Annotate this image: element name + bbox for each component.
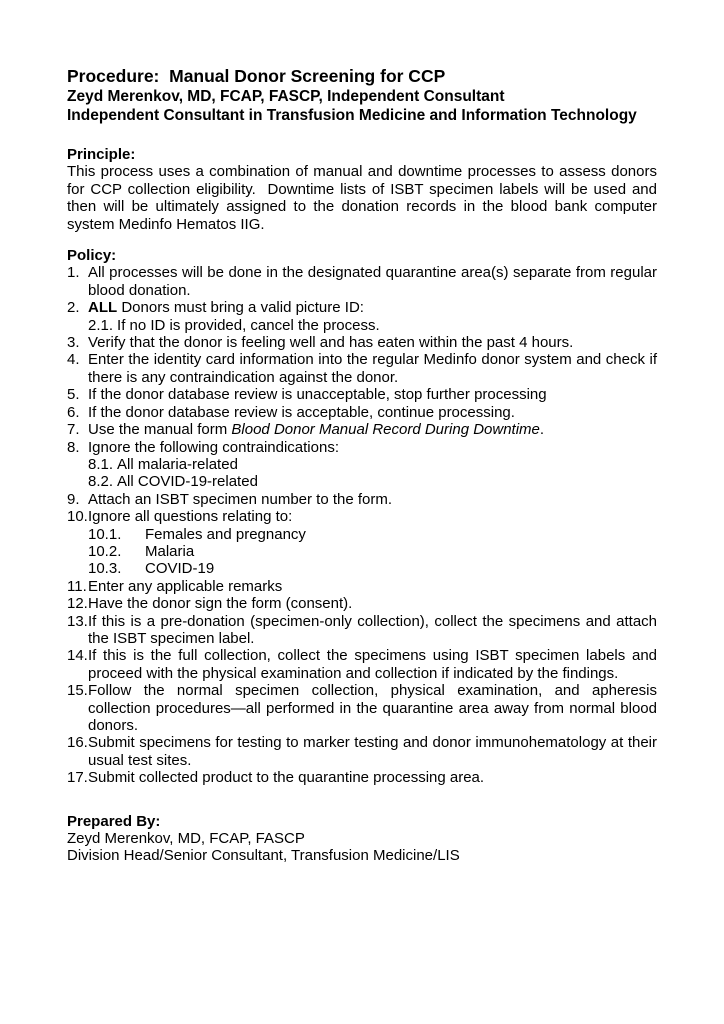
policy-item	[67, 491, 657, 508]
policy-item	[67, 682, 657, 734]
policy-item	[67, 439, 657, 456]
item-text: Ignore all questions relating to:	[88, 508, 293, 526]
policy-item	[67, 404, 657, 421]
item-text: Enter the identity card information into the regular Medinfo donor system and check if there is any contraindication against the donor.	[88, 351, 657, 386]
policy-subitem	[67, 317, 657, 334]
item-number: 15.	[67, 682, 88, 700]
item-text: Submit specimens for testing to marker testing and donor immunohematology at their usual test sites.	[88, 734, 657, 769]
item-text-rest: Donors must bring a valid picture ID:	[117, 299, 364, 317]
policy-item	[67, 421, 657, 438]
subitem-number: 8.1.	[88, 455, 114, 473]
policy-subitem	[67, 543, 657, 560]
item-number: 7.	[67, 421, 80, 439]
policy-item	[67, 647, 657, 682]
item-number: 12.	[67, 595, 88, 613]
item-text: Ignore the following contraindications:	[88, 438, 339, 456]
item-number: 3.	[67, 334, 80, 352]
item-number: 13.	[67, 612, 88, 630]
item-number: 2.	[67, 299, 80, 317]
item-number: 16.	[67, 734, 88, 752]
item-text	[88, 421, 657, 438]
policy-item	[67, 734, 657, 769]
item-text: Follow the normal specimen collection, physical examination, and apheresis collection procedures—all performed in the quarantine area away from normal blood donors.	[88, 682, 657, 734]
item-text: Attach an ISBT specimen number to the form.	[88, 490, 393, 508]
item-text	[88, 299, 657, 316]
subitem-number: 10.1.	[88, 525, 122, 543]
subitem-text: All COVID-19-related	[117, 473, 258, 491]
item-text-pre: Use the manual form	[88, 421, 232, 439]
subitem-text: Malaria	[145, 542, 195, 560]
policy-item	[67, 386, 657, 403]
item-text: All processes will be done in the designated quarantine area(s) separate from regular blood donation.	[88, 264, 657, 299]
item-number: 8.	[67, 438, 80, 456]
subitem-text: All malaria-related	[117, 455, 238, 473]
item-text: Verify that the donor is feeling well and has eaten within the past 4 hours.	[88, 334, 574, 352]
author-line: Zeyd Merenkov, MD, FCAP, FASCP, Independent Consultant	[67, 88, 505, 105]
policy-subitem	[67, 526, 657, 543]
subitem-text: COVID-19	[145, 560, 215, 578]
item-text-italic: Blood Donor Manual Record During Downtime	[231, 421, 540, 439]
item-text: If this is the full collection, collect the specimens using ISBT specimen labels and proceed with the physical examination and collection if indicated by the findings.	[88, 647, 657, 682]
item-number: 4.	[67, 351, 80, 369]
item-text: Have the donor sign the form (consent).	[88, 595, 353, 613]
policy-item	[67, 351, 657, 386]
item-text: If the donor database review is acceptable, continue processing.	[88, 403, 515, 421]
item-text: If this is a pre-donation (specimen-only collection), collect the specimens and attach the ISBT specimen label.	[88, 612, 657, 647]
item-text-post: .	[539, 421, 545, 439]
item-number: 5.	[67, 386, 80, 404]
item-number: 17.	[67, 769, 88, 787]
item-number: 6.	[67, 403, 80, 421]
item-number: 10.	[67, 508, 88, 526]
item-text: If the donor database review is unacceptable, stop further processing	[88, 386, 547, 404]
policy-item	[67, 264, 657, 299]
policy-item	[67, 769, 657, 786]
prepared-by-name: Zeyd Merenkov, MD, FCAP, FASCP	[67, 830, 305, 848]
item-number: 9.	[67, 490, 80, 508]
policy-item	[67, 508, 657, 525]
item-text: Submit collected product to the quarantine processing area.	[88, 769, 485, 787]
item-number: 1.	[67, 264, 80, 282]
principle-heading: Principle:	[67, 146, 136, 163]
subitem-number: 2.1.	[88, 316, 114, 334]
item-number: 11.	[67, 577, 87, 595]
subitem-number: 8.2.	[88, 473, 114, 491]
principle-body: This process uses a combination of manual and downtime processes to assess donors for CCP collection eligibility. Downtime lists of ISBT specimen labels will be used and then will be ultimately assigned to the donation records in the blood bank computer system Medinfo Hematos IIG.	[67, 163, 662, 233]
item-text-bold: ALL	[88, 299, 118, 317]
prepared-by-heading: Prepared By:	[67, 812, 161, 830]
policy-heading: Policy:	[67, 247, 117, 265]
subitem-text: Females and pregnancy	[145, 525, 306, 543]
policy-item	[67, 578, 657, 595]
policy-list	[67, 264, 657, 786]
role-line: Independent Consultant in Transfusion Medicine and Information Technology	[67, 107, 637, 124]
policy-item	[67, 299, 657, 316]
document-title: Procedure: Manual Donor Screening for CCP	[67, 66, 446, 86]
subitem-number: 10.3.	[88, 560, 122, 578]
subitem-text: If no ID is provided, cancel the process.	[117, 316, 380, 334]
policy-subitem	[67, 473, 657, 490]
policy-item	[67, 334, 657, 351]
policy-subitem	[67, 560, 657, 577]
policy-item	[67, 595, 657, 612]
policy-subitem	[67, 456, 657, 473]
prepared-by-role: Division Head/Senior Consultant, Transfusion Medicine/LIS	[67, 847, 460, 865]
policy-item	[67, 613, 657, 648]
subitem-number: 10.2.	[88, 542, 122, 560]
item-text: Enter any applicable remarks	[88, 577, 283, 595]
item-number: 14.	[67, 647, 88, 665]
